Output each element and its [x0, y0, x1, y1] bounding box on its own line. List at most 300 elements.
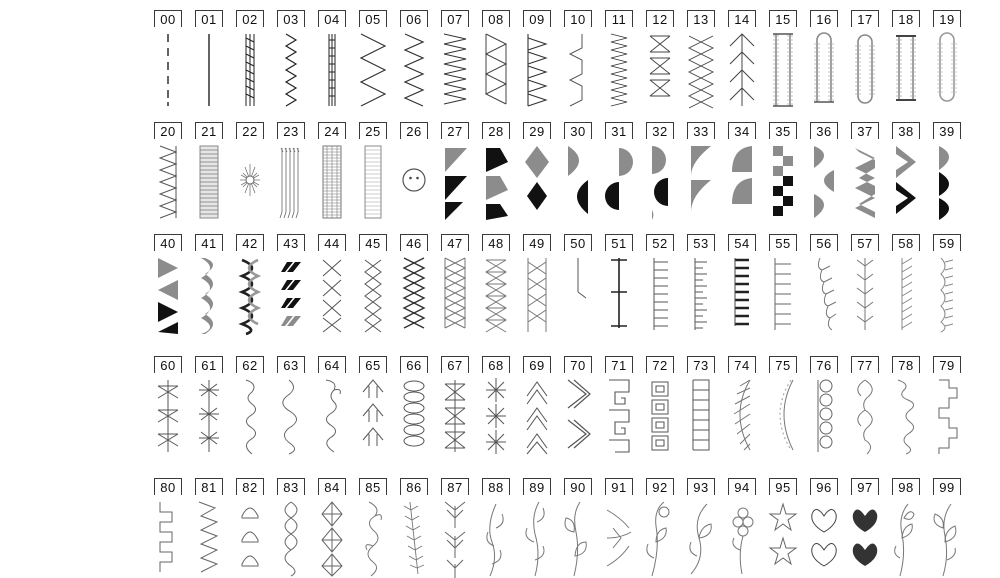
pattern-swatch-02: [232, 30, 268, 108]
pattern-number-14: 14: [728, 10, 756, 27]
pattern-swatch-88: [478, 498, 514, 578]
pattern-swatch-14: [724, 30, 760, 108]
pattern-cell-33[interactable]: [681, 122, 721, 220]
pattern-number-54: 54: [728, 234, 756, 251]
pattern-number-18: 18: [892, 10, 920, 27]
pattern-cell-20[interactable]: [148, 122, 188, 220]
pattern-number-08: 08: [482, 10, 510, 27]
pattern-number-35: 35: [769, 122, 797, 139]
pattern-number-51: 51: [605, 234, 633, 251]
pattern-cell-04[interactable]: [312, 10, 352, 108]
pattern-number-62: 62: [236, 356, 264, 373]
pattern-number-60: 60: [154, 356, 182, 373]
pattern-cell-54[interactable]: [722, 234, 762, 334]
pattern-number-83: 83: [277, 478, 305, 495]
pattern-number-48: 48: [482, 234, 510, 251]
pattern-number-15: 15: [769, 10, 797, 27]
pattern-number-05: 05: [359, 10, 387, 27]
pattern-cell-35[interactable]: [763, 122, 803, 220]
pattern-swatch-35: [765, 142, 801, 220]
pattern-number-79: 79: [933, 356, 961, 373]
pattern-row-4: [0, 478, 1000, 578]
pattern-cell-83[interactable]: [271, 478, 311, 578]
pattern-number-98: 98: [892, 478, 920, 495]
pattern-cell-32[interactable]: [640, 122, 680, 220]
pattern-cell-09[interactable]: [517, 10, 557, 108]
pattern-cell-65[interactable]: [353, 356, 393, 456]
pattern-number-23: 23: [277, 122, 305, 139]
pattern-swatch-83: [273, 498, 309, 578]
pattern-cell-58[interactable]: [886, 234, 926, 334]
pattern-swatch-44: [314, 254, 350, 334]
pattern-cell-50[interactable]: [558, 234, 598, 334]
pattern-cell-13[interactable]: [681, 10, 721, 108]
pattern-cell-61[interactable]: [189, 356, 229, 456]
pattern-cell-74[interactable]: [722, 356, 762, 456]
pattern-number-80: 80: [154, 478, 182, 495]
pattern-swatch-33: [683, 142, 719, 220]
pattern-number-24: 24: [318, 122, 346, 139]
pattern-swatch-41: [191, 254, 227, 334]
pattern-number-45: 45: [359, 234, 387, 251]
pattern-number-42: 42: [236, 234, 264, 251]
pattern-cell-47[interactable]: [435, 234, 475, 334]
pattern-swatch-90: [560, 498, 596, 578]
pattern-number-49: 49: [523, 234, 551, 251]
pattern-cell-89[interactable]: [517, 478, 557, 578]
pattern-cell-87[interactable]: [435, 478, 475, 578]
pattern-number-31: 31: [605, 122, 633, 139]
pattern-cell-28[interactable]: [476, 122, 516, 220]
pattern-swatch-05: [355, 30, 391, 108]
pattern-cell-37[interactable]: [845, 122, 885, 220]
pattern-swatch-56: [806, 254, 842, 334]
pattern-swatch-60: [150, 376, 186, 456]
pattern-number-70: 70: [564, 356, 592, 373]
pattern-cell-48[interactable]: [476, 234, 516, 334]
pattern-number-44: 44: [318, 234, 346, 251]
pattern-swatch-70: [560, 376, 596, 456]
pattern-cell-01[interactable]: [189, 10, 229, 108]
pattern-swatch-79: [929, 376, 965, 456]
pattern-swatch-77: [847, 376, 883, 456]
pattern-cell-17[interactable]: [845, 10, 885, 108]
pattern-swatch-20: [150, 142, 186, 220]
pattern-cell-76[interactable]: [804, 356, 844, 456]
pattern-swatch-92: [642, 498, 678, 578]
pattern-swatch-15: [765, 30, 801, 108]
pattern-swatch-16: [806, 30, 842, 108]
pattern-cell-70[interactable]: [558, 356, 598, 456]
pattern-number-50: 50: [564, 234, 592, 251]
pattern-swatch-17: [847, 30, 883, 108]
pattern-swatch-53: [683, 254, 719, 334]
pattern-cell-64[interactable]: [312, 356, 352, 456]
pattern-swatch-18: [888, 30, 924, 108]
pattern-swatch-69: [519, 376, 555, 456]
pattern-cell-79[interactable]: [927, 356, 967, 456]
pattern-swatch-29: [519, 142, 555, 220]
pattern-swatch-06: [396, 30, 432, 108]
pattern-cell-82[interactable]: [230, 478, 270, 578]
pattern-cell-59[interactable]: [927, 234, 967, 334]
pattern-cell-95[interactable]: [763, 478, 803, 578]
pattern-swatch-00: [150, 30, 186, 108]
pattern-number-03: 03: [277, 10, 305, 27]
pattern-cell-18[interactable]: [886, 10, 926, 108]
pattern-swatch-91: [601, 498, 637, 578]
pattern-cell-66[interactable]: [394, 356, 434, 456]
pattern-cell-19[interactable]: [927, 10, 967, 108]
pattern-swatch-12: [642, 30, 678, 108]
pattern-cell-49[interactable]: [517, 234, 557, 334]
pattern-swatch-13: [683, 30, 719, 108]
pattern-cell-55[interactable]: [763, 234, 803, 334]
pattern-number-10: 10: [564, 10, 592, 27]
pattern-number-38: 38: [892, 122, 920, 139]
pattern-number-43: 43: [277, 234, 305, 251]
pattern-cell-38[interactable]: [886, 122, 926, 220]
pattern-swatch-72: [642, 376, 678, 456]
pattern-cell-23[interactable]: [271, 122, 311, 220]
pattern-number-56: 56: [810, 234, 838, 251]
pattern-swatch-49: [519, 254, 555, 334]
pattern-swatch-50: [560, 254, 596, 334]
pattern-cell-41[interactable]: [189, 234, 229, 334]
pattern-cell-85[interactable]: [353, 478, 393, 578]
pattern-swatch-57: [847, 254, 883, 334]
pattern-number-40: 40: [154, 234, 182, 251]
pattern-number-90: 90: [564, 478, 592, 495]
pattern-cell-84[interactable]: [312, 478, 352, 578]
pattern-cell-63[interactable]: [271, 356, 311, 456]
pattern-swatch-81: [191, 498, 227, 578]
pattern-cell-86[interactable]: [394, 478, 434, 578]
pattern-cell-44[interactable]: [312, 234, 352, 334]
pattern-number-61: 61: [195, 356, 223, 373]
pattern-swatch-34: [724, 142, 760, 220]
pattern-number-57: 57: [851, 234, 879, 251]
pattern-number-91: 91: [605, 478, 633, 495]
pattern-number-12: 12: [646, 10, 674, 27]
pattern-cell-39[interactable]: [927, 122, 967, 220]
pattern-cell-11[interactable]: [599, 10, 639, 108]
pattern-number-73: 73: [687, 356, 715, 373]
pattern-number-26: 26: [400, 122, 428, 139]
pattern-cell-24[interactable]: [312, 122, 352, 220]
pattern-swatch-39: [929, 142, 965, 220]
pattern-cell-06[interactable]: [394, 10, 434, 108]
pattern-number-36: 36: [810, 122, 838, 139]
pattern-number-75: 75: [769, 356, 797, 373]
pattern-number-92: 92: [646, 478, 674, 495]
pattern-swatch-52: [642, 254, 678, 334]
pattern-cell-31[interactable]: [599, 122, 639, 220]
pattern-swatch-74: [724, 376, 760, 456]
pattern-swatch-36: [806, 142, 842, 220]
pattern-number-19: 19: [933, 10, 961, 27]
pattern-swatch-84: [314, 498, 350, 578]
pattern-swatch-82: [232, 498, 268, 578]
pattern-number-34: 34: [728, 122, 756, 139]
pattern-swatch-25: [355, 142, 391, 220]
pattern-cell-96[interactable]: [804, 478, 844, 578]
pattern-swatch-64: [314, 376, 350, 456]
pattern-number-68: 68: [482, 356, 510, 373]
pattern-swatch-62: [232, 376, 268, 456]
pattern-swatch-03: [273, 30, 309, 108]
pattern-cell-26[interactable]: [394, 122, 434, 220]
pattern-swatch-63: [273, 376, 309, 456]
pattern-swatch-51: [601, 254, 637, 334]
pattern-cell-75[interactable]: [763, 356, 803, 456]
pattern-number-33: 33: [687, 122, 715, 139]
pattern-cell-78[interactable]: [886, 356, 926, 456]
pattern-number-16: 16: [810, 10, 838, 27]
pattern-number-47: 47: [441, 234, 469, 251]
pattern-cell-22[interactable]: [230, 122, 270, 220]
pattern-swatch-47: [437, 254, 473, 334]
pattern-swatch-87: [437, 498, 473, 578]
pattern-cell-07[interactable]: [435, 10, 475, 108]
pattern-cell-00[interactable]: [148, 10, 188, 108]
pattern-swatch-73: [683, 376, 719, 456]
pattern-number-63: 63: [277, 356, 305, 373]
pattern-swatch-45: [355, 254, 391, 334]
pattern-swatch-42: [232, 254, 268, 334]
pattern-cell-99[interactable]: [927, 478, 967, 578]
pattern-number-64: 64: [318, 356, 346, 373]
pattern-swatch-93: [683, 498, 719, 578]
pattern-swatch-26: [396, 142, 432, 220]
pattern-swatch-27: [437, 142, 473, 220]
pattern-number-65: 65: [359, 356, 387, 373]
pattern-cell-25[interactable]: [353, 122, 393, 220]
pattern-swatch-43: [273, 254, 309, 334]
pattern-swatch-22: [232, 142, 268, 220]
pattern-swatch-65: [355, 376, 391, 456]
pattern-swatch-76: [806, 376, 842, 456]
pattern-number-39: 39: [933, 122, 961, 139]
pattern-swatch-86: [396, 498, 432, 578]
pattern-number-69: 69: [523, 356, 551, 373]
pattern-number-88: 88: [482, 478, 510, 495]
pattern-cell-56[interactable]: [804, 234, 844, 334]
pattern-swatch-66: [396, 376, 432, 456]
pattern-swatch-28: [478, 142, 514, 220]
pattern-number-74: 74: [728, 356, 756, 373]
pattern-swatch-48: [478, 254, 514, 334]
pattern-swatch-21: [191, 142, 227, 220]
pattern-swatch-31: [601, 142, 637, 220]
pattern-cell-97[interactable]: [845, 478, 885, 578]
pattern-swatch-71: [601, 376, 637, 456]
pattern-number-06: 06: [400, 10, 428, 27]
pattern-cell-53[interactable]: [681, 234, 721, 334]
pattern-row-1: [0, 122, 1000, 220]
pattern-number-01: 01: [195, 10, 223, 27]
pattern-swatch-24: [314, 142, 350, 220]
pattern-cell-98[interactable]: [886, 478, 926, 578]
pattern-number-82: 82: [236, 478, 264, 495]
pattern-swatch-30: [560, 142, 596, 220]
pattern-number-52: 52: [646, 234, 674, 251]
pattern-number-67: 67: [441, 356, 469, 373]
pattern-cell-08[interactable]: [476, 10, 516, 108]
pattern-number-71: 71: [605, 356, 633, 373]
pattern-cell-72[interactable]: [640, 356, 680, 456]
pattern-swatch-08: [478, 30, 514, 108]
pattern-swatch-10: [560, 30, 596, 108]
pattern-number-76: 76: [810, 356, 838, 373]
pattern-number-85: 85: [359, 478, 387, 495]
pattern-cell-69[interactable]: [517, 356, 557, 456]
pattern-swatch-99: [929, 498, 965, 578]
pattern-cell-45[interactable]: [353, 234, 393, 334]
pattern-cell-57[interactable]: [845, 234, 885, 334]
pattern-swatch-09: [519, 30, 555, 108]
pattern-cell-68[interactable]: [476, 356, 516, 456]
pattern-cell-16[interactable]: [804, 10, 844, 108]
pattern-swatch-96: [806, 498, 842, 578]
pattern-cell-77[interactable]: [845, 356, 885, 456]
pattern-number-89: 89: [523, 478, 551, 495]
pattern-number-13: 13: [687, 10, 715, 27]
pattern-swatch-97: [847, 498, 883, 578]
pattern-number-11: 11: [605, 10, 633, 27]
pattern-cell-40[interactable]: [148, 234, 188, 334]
pattern-swatch-94: [724, 498, 760, 578]
pattern-number-27: 27: [441, 122, 469, 139]
pattern-number-72: 72: [646, 356, 674, 373]
pattern-swatch-61: [191, 376, 227, 456]
pattern-row-0: [0, 10, 1000, 108]
pattern-cell-52[interactable]: [640, 234, 680, 334]
pattern-cell-15[interactable]: [763, 10, 803, 108]
pattern-cell-05[interactable]: [353, 10, 393, 108]
pattern-cell-21[interactable]: [189, 122, 229, 220]
pattern-swatch-07: [437, 30, 473, 108]
pattern-swatch-38: [888, 142, 924, 220]
pattern-number-17: 17: [851, 10, 879, 27]
pattern-swatch-04: [314, 30, 350, 108]
pattern-cell-10[interactable]: [558, 10, 598, 108]
pattern-swatch-55: [765, 254, 801, 334]
pattern-swatch-89: [519, 498, 555, 578]
pattern-cell-90[interactable]: [558, 478, 598, 578]
pattern-cell-34[interactable]: [722, 122, 762, 220]
pattern-number-99: 99: [933, 478, 961, 495]
pattern-cell-67[interactable]: [435, 356, 475, 456]
pattern-number-46: 46: [400, 234, 428, 251]
pattern-number-78: 78: [892, 356, 920, 373]
pattern-swatch-59: [929, 254, 965, 334]
pattern-swatch-78: [888, 376, 924, 456]
pattern-cell-27[interactable]: [435, 122, 475, 220]
pattern-number-02: 02: [236, 10, 264, 27]
pattern-cell-60[interactable]: [148, 356, 188, 456]
pattern-cell-02[interactable]: [230, 10, 270, 108]
pattern-number-53: 53: [687, 234, 715, 251]
pattern-number-96: 96: [810, 478, 838, 495]
pattern-swatch-23: [273, 142, 309, 220]
pattern-swatch-37: [847, 142, 883, 220]
pattern-cell-91[interactable]: [599, 478, 639, 578]
pattern-number-95: 95: [769, 478, 797, 495]
pattern-cell-12[interactable]: [640, 10, 680, 108]
pattern-number-84: 84: [318, 478, 346, 495]
pattern-number-59: 59: [933, 234, 961, 251]
pattern-row-2: [0, 234, 1000, 334]
pattern-number-22: 22: [236, 122, 264, 139]
pattern-cell-88[interactable]: [476, 478, 516, 578]
pattern-number-41: 41: [195, 234, 223, 251]
pattern-swatch-80: [150, 498, 186, 578]
pattern-cell-93[interactable]: [681, 478, 721, 578]
pattern-cell-30[interactable]: [558, 122, 598, 220]
pattern-number-77: 77: [851, 356, 879, 373]
pattern-number-32: 32: [646, 122, 674, 139]
pattern-cell-80[interactable]: [148, 478, 188, 578]
pattern-number-29: 29: [523, 122, 551, 139]
pattern-number-30: 30: [564, 122, 592, 139]
pattern-cell-94[interactable]: [722, 478, 762, 578]
pattern-cell-81[interactable]: [189, 478, 229, 578]
pattern-cell-42[interactable]: [230, 234, 270, 334]
pattern-number-81: 81: [195, 478, 223, 495]
pattern-cell-14[interactable]: [722, 10, 762, 108]
pattern-cell-71[interactable]: [599, 356, 639, 456]
pattern-number-25: 25: [359, 122, 387, 139]
pattern-number-55: 55: [769, 234, 797, 251]
pattern-number-37: 37: [851, 122, 879, 139]
pattern-swatch-32: [642, 142, 678, 220]
pattern-cell-46[interactable]: [394, 234, 434, 334]
pattern-row-3: [0, 356, 1000, 456]
pattern-number-04: 04: [318, 10, 346, 27]
pattern-swatch-98: [888, 498, 924, 578]
pattern-swatch-40: [150, 254, 186, 334]
pattern-number-87: 87: [441, 478, 469, 495]
pattern-number-94: 94: [728, 478, 756, 495]
pattern-swatch-68: [478, 376, 514, 456]
pattern-number-21: 21: [195, 122, 223, 139]
pattern-number-00: 00: [154, 10, 182, 27]
pattern-number-58: 58: [892, 234, 920, 251]
pattern-swatch-54: [724, 254, 760, 334]
pattern-cell-29[interactable]: [517, 122, 557, 220]
pattern-swatch-19: [929, 30, 965, 108]
pattern-cell-36[interactable]: [804, 122, 844, 220]
pattern-swatch-67: [437, 376, 473, 456]
pattern-swatch-95: [765, 498, 801, 578]
pattern-cell-73[interactable]: [681, 356, 721, 456]
pattern-swatch-58: [888, 254, 924, 334]
pattern-swatch-46: [396, 254, 432, 334]
pattern-number-20: 20: [154, 122, 182, 139]
pattern-number-07: 07: [441, 10, 469, 27]
pattern-cell-03[interactable]: [271, 10, 311, 108]
pattern-cell-62[interactable]: [230, 356, 270, 456]
pattern-swatch-85: [355, 498, 391, 578]
pattern-cell-43[interactable]: [271, 234, 311, 334]
pattern-swatch-75: [765, 376, 801, 456]
pattern-number-93: 93: [687, 478, 715, 495]
pattern-cell-92[interactable]: [640, 478, 680, 578]
pattern-number-09: 09: [523, 10, 551, 27]
pattern-number-97: 97: [851, 478, 879, 495]
pattern-cell-51[interactable]: [599, 234, 639, 334]
